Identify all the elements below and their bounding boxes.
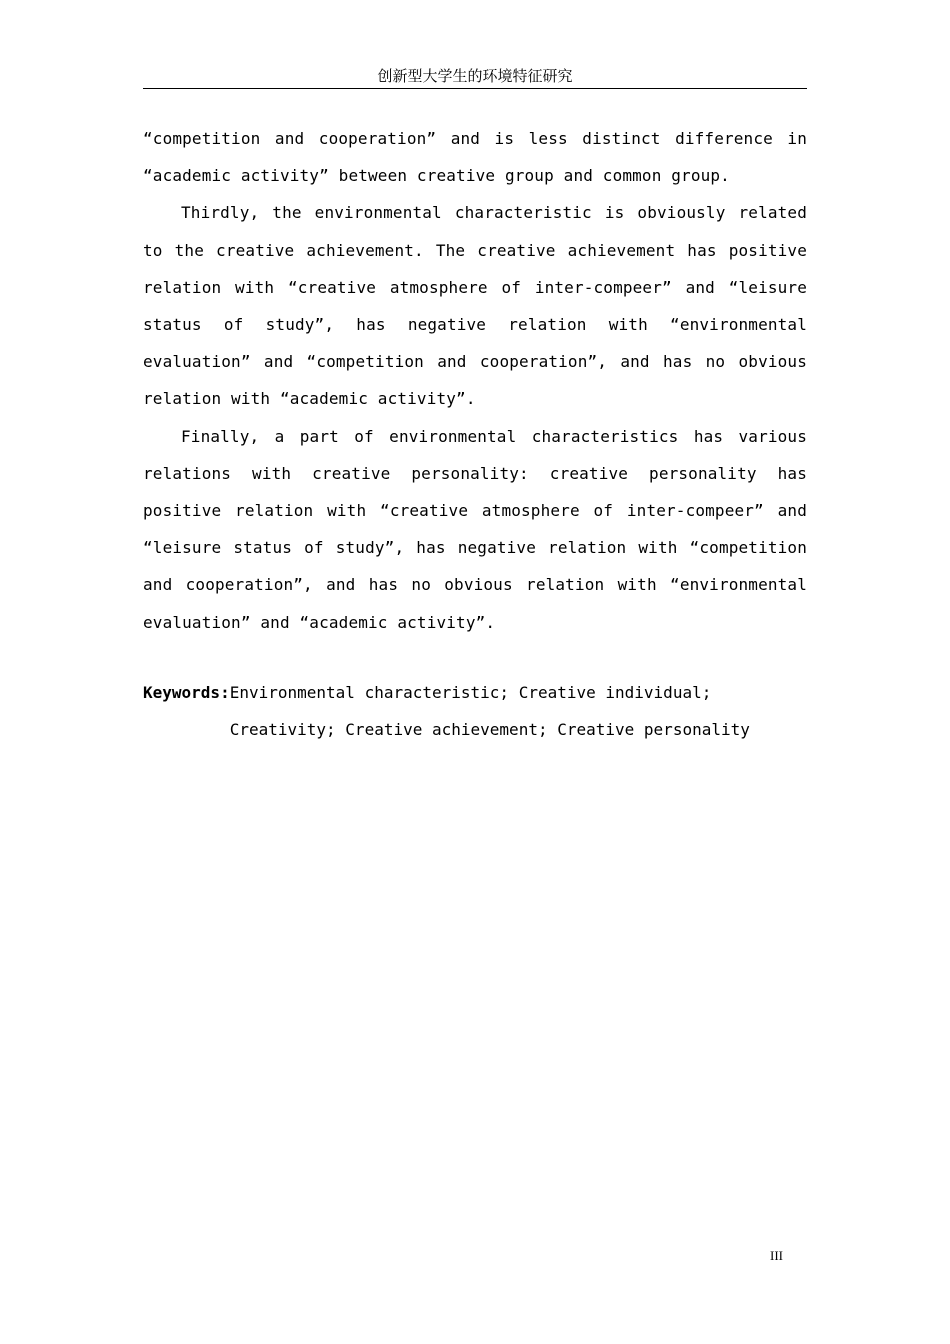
page-header-title: 创新型大学生的环境特征研究 (377, 67, 573, 85)
abstract-body (143, 120, 807, 641)
keywords-label: Keywords: (143, 683, 230, 702)
abstract-paragraph-continued: “competition and cooperation” and is less distinct difference in “academic activity” between creative group and common group. (143, 129, 807, 186)
abstract-paragraph-thirdly: Thirdly, the environmental characteristic is obviously related to the creative achievement. The creative achievement has positive relation with “creative atmosphere of inter-compeer” and “leisure status of study”, has negative relation with “environmental evaluation” and “competition and cooperation”, and has no obvious relation with “academic activity”. (143, 203, 807, 409)
page-number: III (770, 1248, 783, 1263)
keywords-line-2: Creativity; Creative achievement; Creative personality (229, 720, 750, 740)
header-rule (143, 88, 807, 89)
keywords-section (143, 674, 807, 749)
abstract-paragraph-finally: Finally, a part of environmental characteristics has various relations with creative personality: creative personality has positive relation with “creative atmosphere of inter-compeer” and “leisure status of study”, has negative relation with “competition and cooperation”, and has no obvious relation with “environmental evaluation” and “academic activity”. (143, 426, 807, 632)
keywords-line-1: Environmental characteristic; Creative individual; (229, 683, 712, 702)
keywords-list (230, 674, 807, 749)
